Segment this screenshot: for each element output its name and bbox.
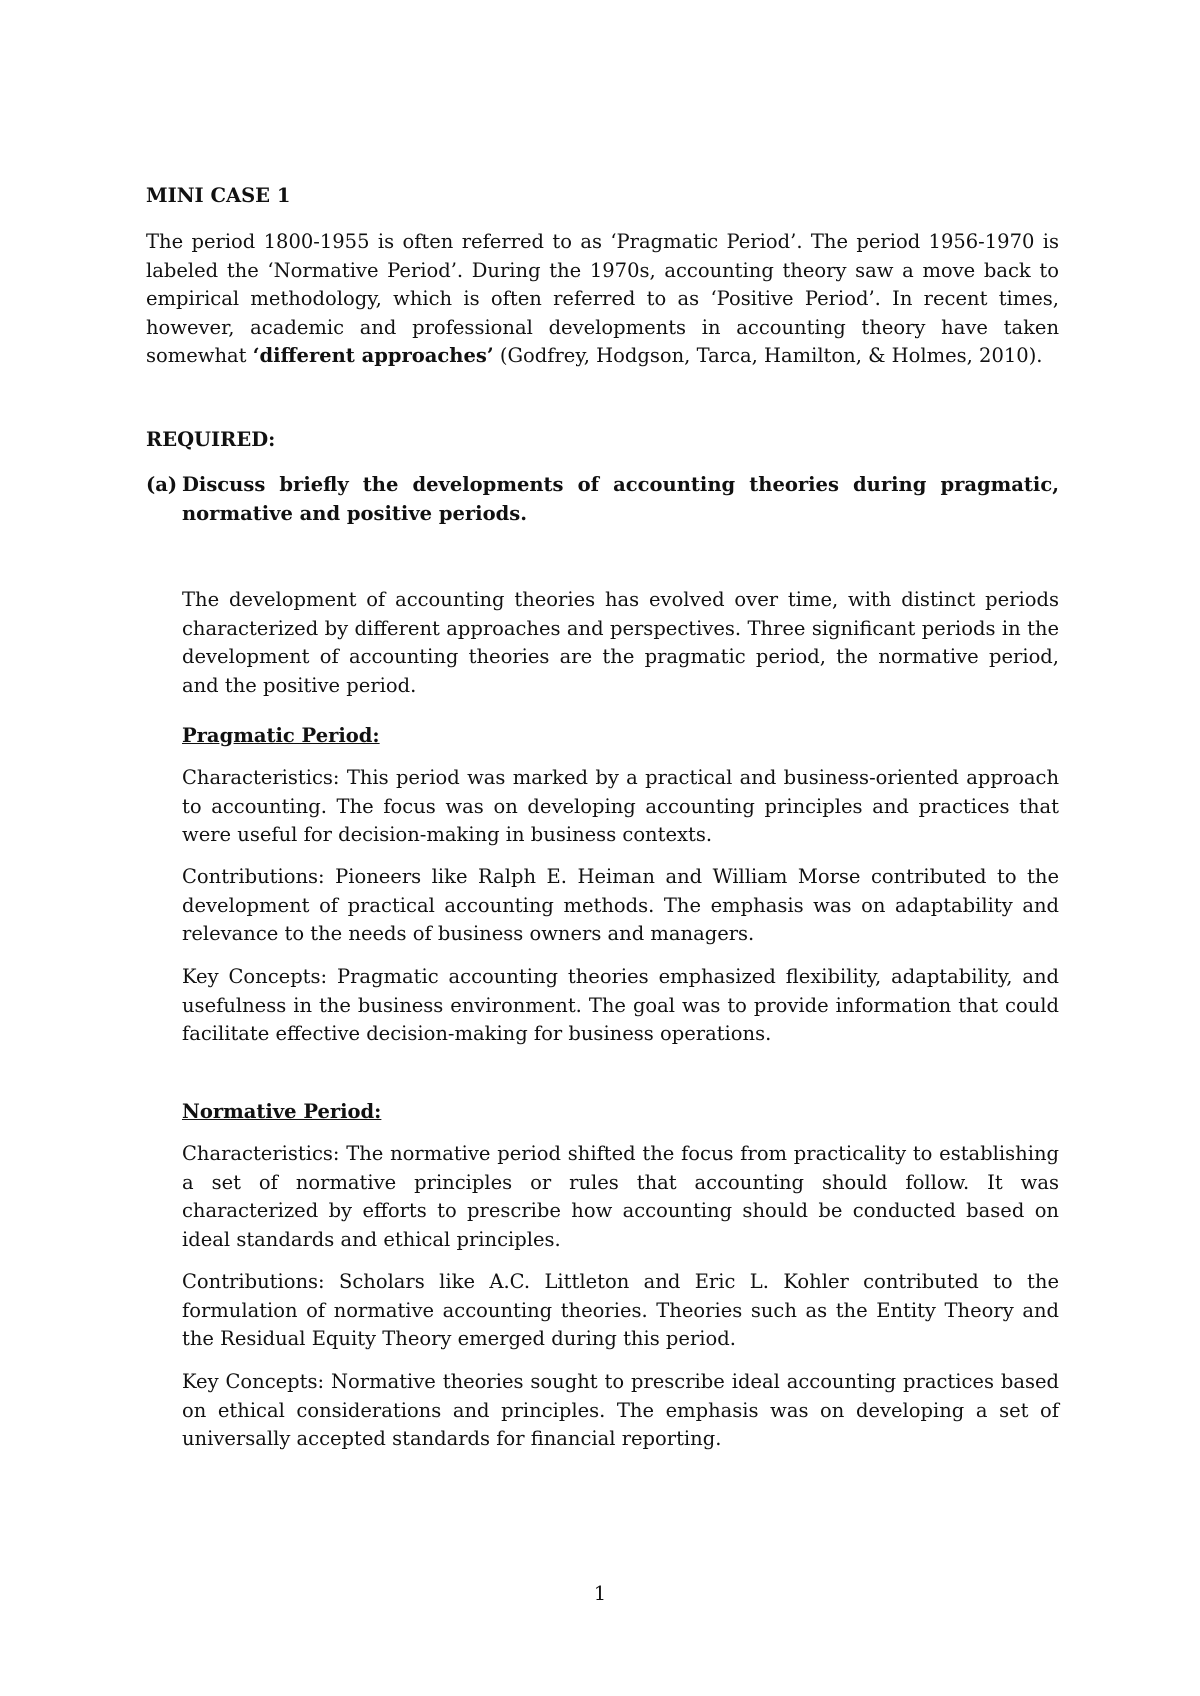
pragmatic-contributions: Contributions: Pioneers like Ralph E. Heiman and William Morse contributed to the development of practical accounting methods. The emphasis was on adaptability and relevance to the needs of business owners and managers. (182, 865, 1059, 945)
normative-key-concepts: Key Concepts: Normative theories sought to prescribe ideal accounting practices based on ethical considerations and principles. The emphasis was on developing a set of universally accepted standards for financial reporting. (182, 1370, 1059, 1450)
question-text: Discuss briefly the developments of accounting theories during pragmatic, normative and positive periods. (182, 473, 1059, 525)
development-intro: The development of accounting theories has evolved over time, with distinct periods characterized by different approaches and perspectives. Three significant periods in the development of accounting theories are the pragmatic period, the normative period, and the positive period. (182, 588, 1059, 697)
pragmatic-heading: Pragmatic Period: (182, 724, 380, 747)
normative-contributions: Contributions: Scholars like A.C. Littleton and Eric L. Kohler contributed to the formulation of normative accounting theories. Theories such as the Entity Theory and the Residual Equity Theory emerged during this period. (182, 1270, 1059, 1350)
case-title: MINI CASE 1 (146, 184, 291, 207)
intro-citation: (Godfrey, Hodgson, Tarca, Hamilton, & Holmes, 2010). (493, 344, 1043, 367)
intro-emphasis: ‘different approaches’ (252, 344, 494, 367)
pragmatic-key-concepts: Key Concepts: Pragmatic accounting theories emphasized flexibility, adaptability, and usefulness in the business environment. The goal was to provide information that could facilitate effective decision-making for business operations. (182, 965, 1059, 1045)
question-a (146, 471, 1059, 528)
normative-characteristics: Characteristics: The normative period shifted the focus from practicality to establishing a set of normative principles or rules that accounting should follow. It was characterized by efforts to prescribe how accounting should be conducted based on ideal standards and ethical principles. (182, 1142, 1059, 1251)
required-label: REQUIRED: (146, 428, 276, 451)
intro-paragraph (146, 228, 1059, 371)
intro-text-start: The period 1800-1955 is often referred to as ‘Pragmatic Period’. The period 1956-1970 is labeled the ‘Normative Period’. During the 1970s, accounting theory saw a move back to empirical methodology, which is often referred to as ‘Positive Period’. In recent times, however, academic and professional developments in accounting theory have taken somewhat (146, 230, 1059, 367)
pragmatic-characteristics: Characteristics: This period was marked by a practical and business-oriented approach to accounting. The focus was on developing accounting principles and practices that were useful for decision-making in business contexts. (182, 766, 1059, 846)
page-number: 1 (593, 1582, 607, 1605)
normative-heading: Normative Period: (182, 1100, 382, 1123)
question-label: (a) (146, 473, 178, 496)
